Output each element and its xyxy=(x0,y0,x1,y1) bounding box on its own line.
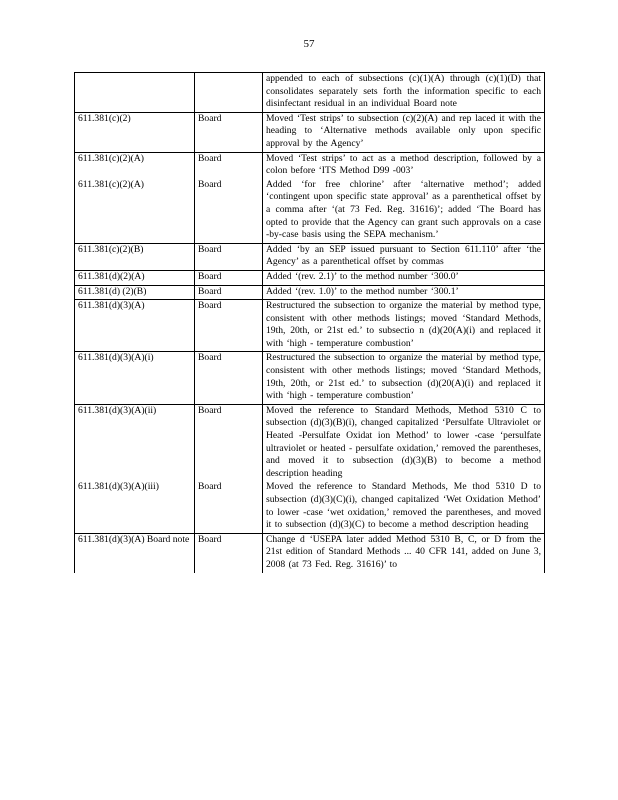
section-cell: 611.381(c)(2)(A) xyxy=(75,179,195,243)
source-cell: Board xyxy=(195,533,263,572)
table-row xyxy=(75,404,545,481)
source-cell: Board xyxy=(195,404,263,481)
table-row xyxy=(75,300,545,352)
section-cell: 611.381(d)(3)(A)(ii) xyxy=(75,404,195,481)
description-cell: Restructured the subsection to organize the material by method type, consistent with other methods listings; moved ‘Standard Methods, 19th, 20th, or 21st ed.’ to subsection (d)(20(A)(i) and replaced it with ‘high - temperature combustion’ xyxy=(263,352,545,404)
table-row xyxy=(75,73,545,113)
description-cell: Moved ‘Test strips’ to act as a method description, followed by a colon before ‘ITS Method D99 -003’ xyxy=(263,152,545,179)
changes-table xyxy=(74,72,545,573)
source-cell: Board xyxy=(195,285,263,300)
section-cell: 611.381(d)(3)(A) xyxy=(75,300,195,352)
section-cell: 611.381(c)(2)(A) xyxy=(75,152,195,179)
source-cell: Board xyxy=(195,270,263,285)
section-cell: 611.381(d)(3)(A) Board note xyxy=(75,533,195,572)
table-row xyxy=(75,270,545,285)
source-cell: Board xyxy=(195,300,263,352)
source-cell: Board xyxy=(195,352,263,404)
table-row xyxy=(75,352,545,404)
page-number: 57 xyxy=(303,38,315,50)
table-row xyxy=(75,179,545,243)
description-cell: appended to each of subsections (c)(1)(A) through (c)(1)(D) that consolidates separately sets forth the information specific to each disinfectant residual in an individual Board note xyxy=(263,73,545,113)
table-row xyxy=(75,152,545,179)
source-cell: Board xyxy=(195,112,263,152)
table-row xyxy=(75,112,545,152)
description-cell: Added ‘(rev. 2.1)’ to the method number ‘300.0’ xyxy=(263,270,545,285)
description-cell: Change d ‘USEPA later added Method 5310 B, C, or D from the 21st edition of Standard Methods ... 40 CFR 141, added on June 3, 2008 (at 73 Fed. Reg. 31616)’ to xyxy=(263,533,545,572)
description-cell: Restructured the subsection to organize the material by method type, consistent with other methods listings; moved ‘Standard Methods, 19th, 20th, or 21st ed.’ to subsectio n (d)(20(A)(i) and replaced it with ‘high - temperature combustion’ xyxy=(263,300,545,352)
description-cell: Moved the reference to Standard Methods, Method 5310 C to subsection (d)(3)(B)(i), changed capitalized ‘Persulfate Ultraviolet or Heated -Persulfate Oxidat ion Method’ to lower -case ‘persulfate ultraviolet or heated - persulfate oxidation,’ removed the parentheses, and moved it to subsection (d)(3)(B) to become a method description heading xyxy=(263,404,545,481)
description-cell: Moved ‘Test strips’ to subsection (c)(2)(A) and rep laced it with the heading to ‘Alternative methods available only upon specific approval by the Agency’ xyxy=(263,112,545,152)
section-cell: 611.381(d)(3)(A)(i) xyxy=(75,352,195,404)
section-cell: 611.381(c)(2) xyxy=(75,112,195,152)
section-cell: 611.381(d)(2)(A) xyxy=(75,270,195,285)
section-cell: 611.381(d)(3)(A)(iii) xyxy=(75,481,195,533)
description-cell: Added ‘by an SEP issued pursuant to Section 611.110’ after ‘the Agency’ as a parenthetical offset by commas xyxy=(263,243,545,270)
section-cell xyxy=(75,73,195,113)
table-row xyxy=(75,481,545,533)
description-cell: Added ‘(rev. 1.0)’ to the method number ‘300.1’ xyxy=(263,285,545,300)
section-cell: 611.381(d) (2)(B) xyxy=(75,285,195,300)
source-cell xyxy=(195,73,263,113)
table-row xyxy=(75,243,545,270)
description-cell: Added ‘for free chlorine’ after ‘alternative method’; added ‘contingent upon specific state approval’ as a parenthetical offset by a comma after ‘(at 73 Fed. Reg. 31616)’; added ‘The Board has opted to provide that the Agency can grant such approvals on a case -by-case basis using the SEPA mechanism.’ xyxy=(263,179,545,243)
table-row xyxy=(75,533,545,572)
section-cell: 611.381(c)(2)(B) xyxy=(75,243,195,270)
source-cell: Board xyxy=(195,152,263,179)
table-row xyxy=(75,285,545,300)
description-cell: Moved the reference to Standard Methods, Me thod 5310 D to subsection (d)(3)(C)(i), changed capitalized ‘Wet Oxidation Method’ to lower -case ‘wet oxidation,’ removed the parentheses, and moved it to subsection (d)(3)(C) to become a method description heading xyxy=(263,481,545,533)
source-cell: Board xyxy=(195,179,263,243)
changes-table-body xyxy=(75,73,545,573)
source-cell: Board xyxy=(195,243,263,270)
source-cell: Board xyxy=(195,481,263,533)
